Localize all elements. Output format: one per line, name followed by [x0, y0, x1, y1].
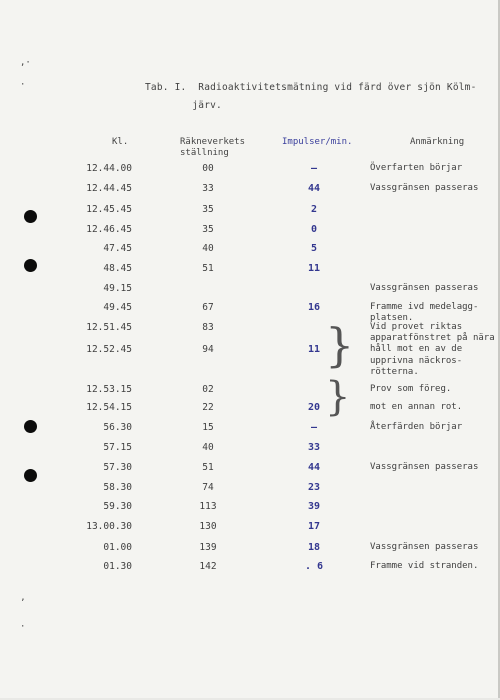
- cell-impulser: . 6: [304, 561, 324, 572]
- cell-kl: 13.00.30: [86, 521, 132, 532]
- cell-kl: 12.44.45: [86, 183, 132, 194]
- cell-kl: 47.45: [103, 243, 132, 254]
- cell-kl: 12.53.15: [86, 384, 132, 395]
- cell-anmarkning: Vassgränsen passeras: [370, 283, 479, 293]
- cell-kl: 01.30: [103, 561, 132, 572]
- cell-anmarkning: Vassgränsen passeras: [370, 542, 479, 552]
- cell-impulser: 17: [307, 521, 321, 532]
- cell-impulser: 18: [307, 542, 321, 553]
- cell-rakneverkets: 22: [202, 402, 214, 413]
- cell-rakneverkets: 40: [202, 243, 214, 254]
- cell-anmarkning: Vassgränsen passeras: [370, 462, 479, 472]
- cell-impulser: —: [310, 422, 318, 433]
- column-header-impulser: Impulser/min.: [282, 137, 353, 147]
- margin-mark: ʼ: [20, 598, 26, 608]
- cell-anmarkning: Prov som föreg.: [370, 384, 452, 394]
- column-header-rakneverkets: Räkneverkets ställning: [180, 137, 246, 158]
- brace-group-1: }: [325, 318, 355, 372]
- cell-kl: 01.00: [103, 542, 132, 553]
- table-title: Tab. I. Radioaktivitetsmätning vid färd över sjön Kölm- järv.: [145, 82, 477, 111]
- cell-kl: 12.45.45: [86, 204, 132, 215]
- cell-impulser: 44: [307, 462, 321, 473]
- cell-anmarkning: Vassgränsen passeras: [370, 183, 479, 193]
- cell-rakneverkets: 74: [202, 482, 214, 493]
- cell-kl: 58.30: [103, 482, 132, 493]
- column-header-kl: Kl.: [112, 137, 129, 147]
- cell-impulser: 0: [310, 224, 318, 235]
- cell-rakneverkets: 113: [199, 501, 217, 512]
- cell-impulser: 23: [307, 482, 321, 493]
- margin-mark: ,·: [20, 58, 31, 68]
- column-header-anmarkning: Anmärkning: [410, 137, 465, 147]
- brace-group-2: }: [325, 374, 351, 420]
- cell-impulser: 44: [307, 183, 321, 194]
- cell-kl: 12.54.15: [86, 402, 132, 413]
- cell-kl: 48.45: [103, 263, 132, 274]
- cell-rakneverkets: 67: [202, 302, 214, 313]
- punch-hole: [24, 210, 37, 223]
- cell-rakneverkets: 142: [199, 561, 217, 572]
- cell-rakneverkets: 139: [199, 542, 217, 553]
- cell-rakneverkets: 83: [202, 322, 214, 333]
- margin-mark: ·: [20, 622, 26, 632]
- cell-rakneverkets: 02: [202, 384, 214, 395]
- cell-kl: 49.15: [103, 283, 132, 294]
- cell-impulser: 5: [310, 243, 318, 254]
- cell-anmarkning: Överfarten börjar: [370, 163, 463, 173]
- cell-kl: 49.45: [103, 302, 132, 313]
- cell-impulser: 39: [307, 501, 321, 512]
- punch-hole: [24, 259, 37, 272]
- cell-kl: 12.52.45: [86, 344, 132, 355]
- cell-impulser: 33: [307, 442, 321, 453]
- cell-anmarkning: Framme ivd medelagg-platsen.: [370, 302, 479, 324]
- cell-impulser: —: [310, 163, 318, 174]
- cell-rakneverkets: 51: [202, 462, 214, 473]
- cell-anmarkning: mot en annan rot.: [370, 402, 463, 412]
- punch-hole: [24, 469, 37, 482]
- cell-kl: 56.30: [103, 422, 132, 433]
- cell-anmarkning: Återfärden börjar: [370, 422, 463, 432]
- cell-kl: 12.46.45: [86, 224, 132, 235]
- cell-anmarkning: Framme vid stranden.: [370, 561, 479, 571]
- margin-mark: ·: [20, 80, 26, 90]
- cell-kl: 12.51.45: [86, 322, 132, 333]
- cell-rakneverkets: 51: [202, 263, 214, 274]
- cell-anmarkning: Vid provet riktas apparatfönstret på nära håll mot en av de upprivna näckros-rötterna.: [370, 322, 495, 377]
- cell-impulser: 20: [307, 402, 321, 413]
- cell-impulser: 16: [307, 302, 321, 313]
- cell-impulser: 11: [307, 344, 321, 355]
- cell-rakneverkets: 33: [202, 183, 214, 194]
- cell-rakneverkets: 35: [202, 224, 214, 235]
- cell-rakneverkets: 35: [202, 204, 214, 215]
- cell-impulser: 2: [310, 204, 318, 215]
- cell-kl: 57.15: [103, 442, 132, 453]
- cell-rakneverkets: 40: [202, 442, 214, 453]
- cell-rakneverkets: 94: [202, 344, 214, 355]
- cell-kl: 12.44.00: [86, 163, 132, 174]
- cell-kl: 59.30: [103, 501, 132, 512]
- cell-rakneverkets: 15: [202, 422, 214, 433]
- cell-kl: 57.30: [103, 462, 132, 473]
- cell-impulser: 11: [307, 263, 321, 274]
- cell-rakneverkets: 00: [202, 163, 214, 174]
- punch-hole: [24, 420, 37, 433]
- cell-rakneverkets: 130: [199, 521, 217, 532]
